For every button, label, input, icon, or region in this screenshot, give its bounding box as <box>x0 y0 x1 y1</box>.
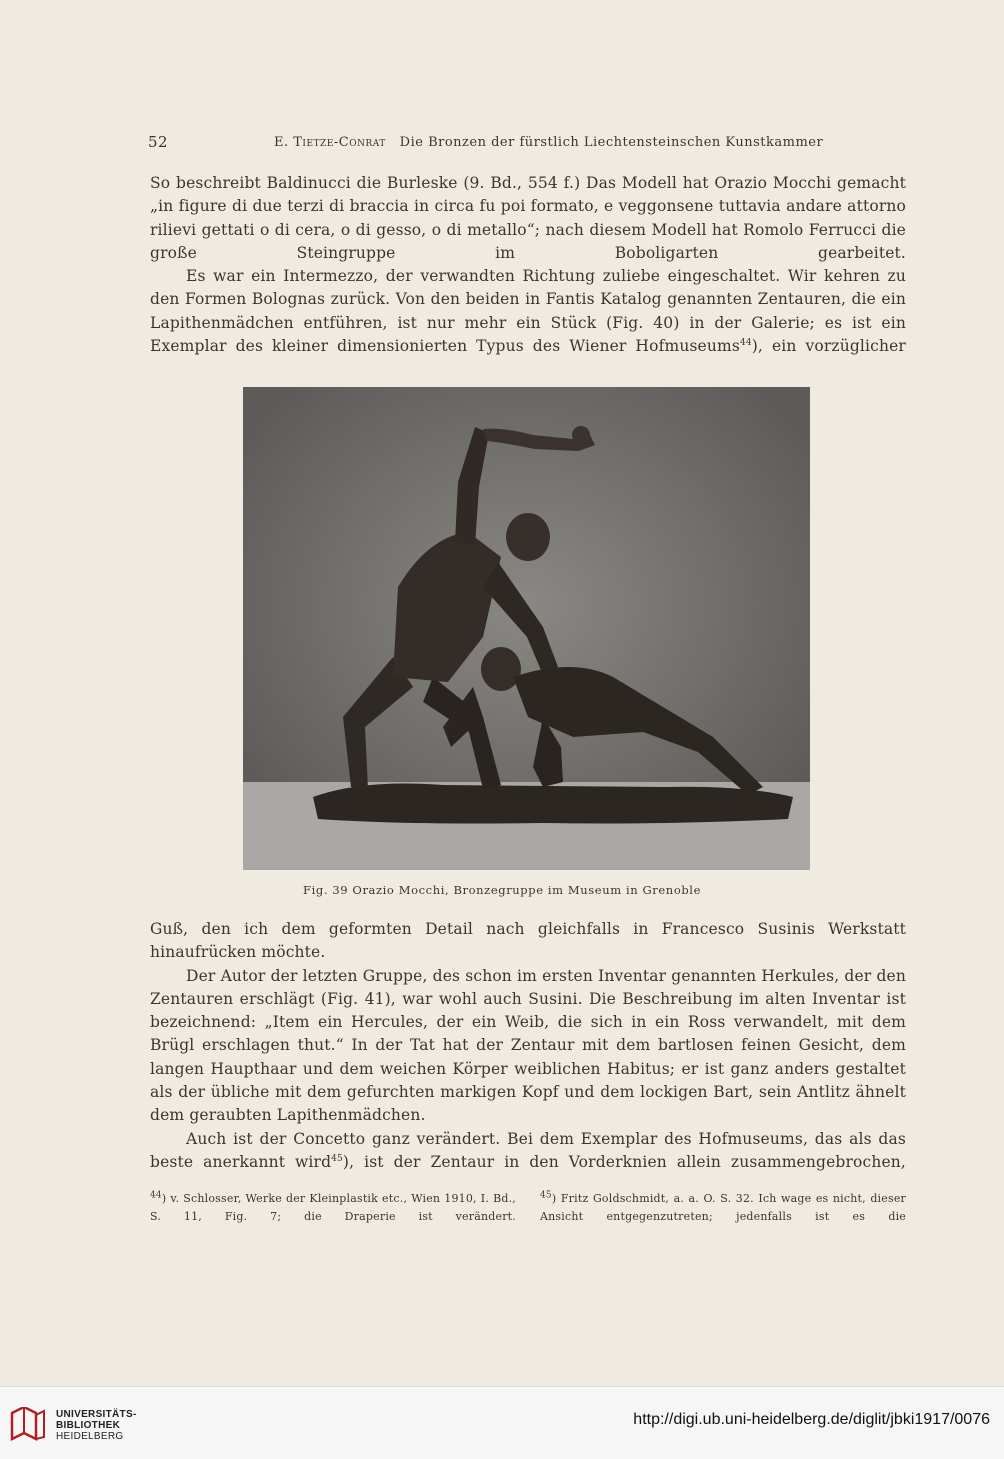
body-text-top <box>150 172 906 358</box>
library-logo-icon[interactable] <box>10 1407 46 1441</box>
header-author: E. Tietze-Conrat <box>274 135 386 150</box>
footnote-44: $^{44}$) v. Schlosser, Werke der Kleinplastik etc., Wien 1910, I. Bd., S. 11, Fig. 7; die Draperie ist verändert. <box>150 1190 516 1223</box>
library-footer <box>0 1386 1004 1459</box>
page-number: 52 <box>148 133 169 151</box>
source-url-link[interactable]: http://digi.ub.uni-heidelberg.de/diglit/jbki1917/0076 <box>633 1411 990 1428</box>
figure-caption: Fig. 39 Orazio Mocchi, Bronzegruppe im Museum in Grenoble <box>303 883 701 897</box>
paragraph: Es war ein Intermezzo, der verwandten Richtung zuliebe eingeschaltet. Wir kehren zu den Formen Bolognas zurück. Von den beiden in Fantis Katalog genannten Zentauren, die ein Lapithenmädchen entführen, ist nur mehr ein Stück (Fig. 40) in der Galerie; es ist ein Exemplar des kleiner dimensionierten Typus des Wiener Hofmuseums$^{44}$), ein vorzüglicher <box>150 267 906 356</box>
figure-bronze-group-photo <box>243 387 810 870</box>
paragraph: Auch ist der Concetto ganz verändert. Bei dem Exemplar des Hofmuseums, das als das beste anerkannt wird$^{45}$), ist der Zentaur in den Vorderknien allein zusammengebrochen, <box>150 1129 906 1171</box>
body-text-bottom <box>150 918 906 1174</box>
library-name[interactable]: UNIVERSITÄTS- BIBLIOTHEK HEIDELBERG <box>56 1409 137 1442</box>
footnote-45: $^{45}$) Fritz Goldschmidt, a. a. O. S. 32. Ich wage es nicht, dieser Ansicht entgegenzutreten; jedenfalls ist es die <box>540 1190 906 1223</box>
footnote-ref[interactable]: 44 <box>739 337 752 348</box>
paragraph: Der Autor der letzten Gruppe, des schon im ersten Inventar genannten Herkules, der den Zentauren erschlägt (Fig. 41), war wohl auch Susini. Die Beschreibung im alten Inventar ist bezeichnend: „Item ein Hercules, der ein Weib, die sich in ein Ross verwandelt, mit dem Brügl erschlagen thut.“ In der Tat hat der Zentaur mit dem bartlosen feinen Gesicht, dem langen Haupthaar und dem weichen Körper weiblichen Habitus; er ist ganz anders gestaltet als der übliche mit dem gefurchten markigen Kopf und dem lockigen Bart, sein Antlitz ähnelt dem geraubten Lapithenmädchen. <box>150 966 906 1125</box>
header-title: Die Bronzen der fürstlich Liechtensteinschen Kunstkammer <box>399 135 824 150</box>
paragraph: Guß, den ich dem geformten Detail nach gleichfalls in Francesco Susinis Werkstatt hinaufrücken möchte. <box>150 920 906 962</box>
paragraph: So beschreibt Baldinucci die Burleske (9. Bd., 554 f.) Das Modell hat Orazio Mocchi gemacht „in figure di due terzi di braccia in circa fu poi formato, e veggonsene tuttavia andare attorno rilievi gettati o di cera, o di gesso, o di metallo“; nach diesem Modell hat Romolo Ferrucci die große Steingruppe im Boboligarten gearbeitet. <box>150 174 906 262</box>
footnote-ref[interactable]: 45 <box>331 1153 343 1164</box>
bronze-sculpture-image <box>243 387 810 870</box>
